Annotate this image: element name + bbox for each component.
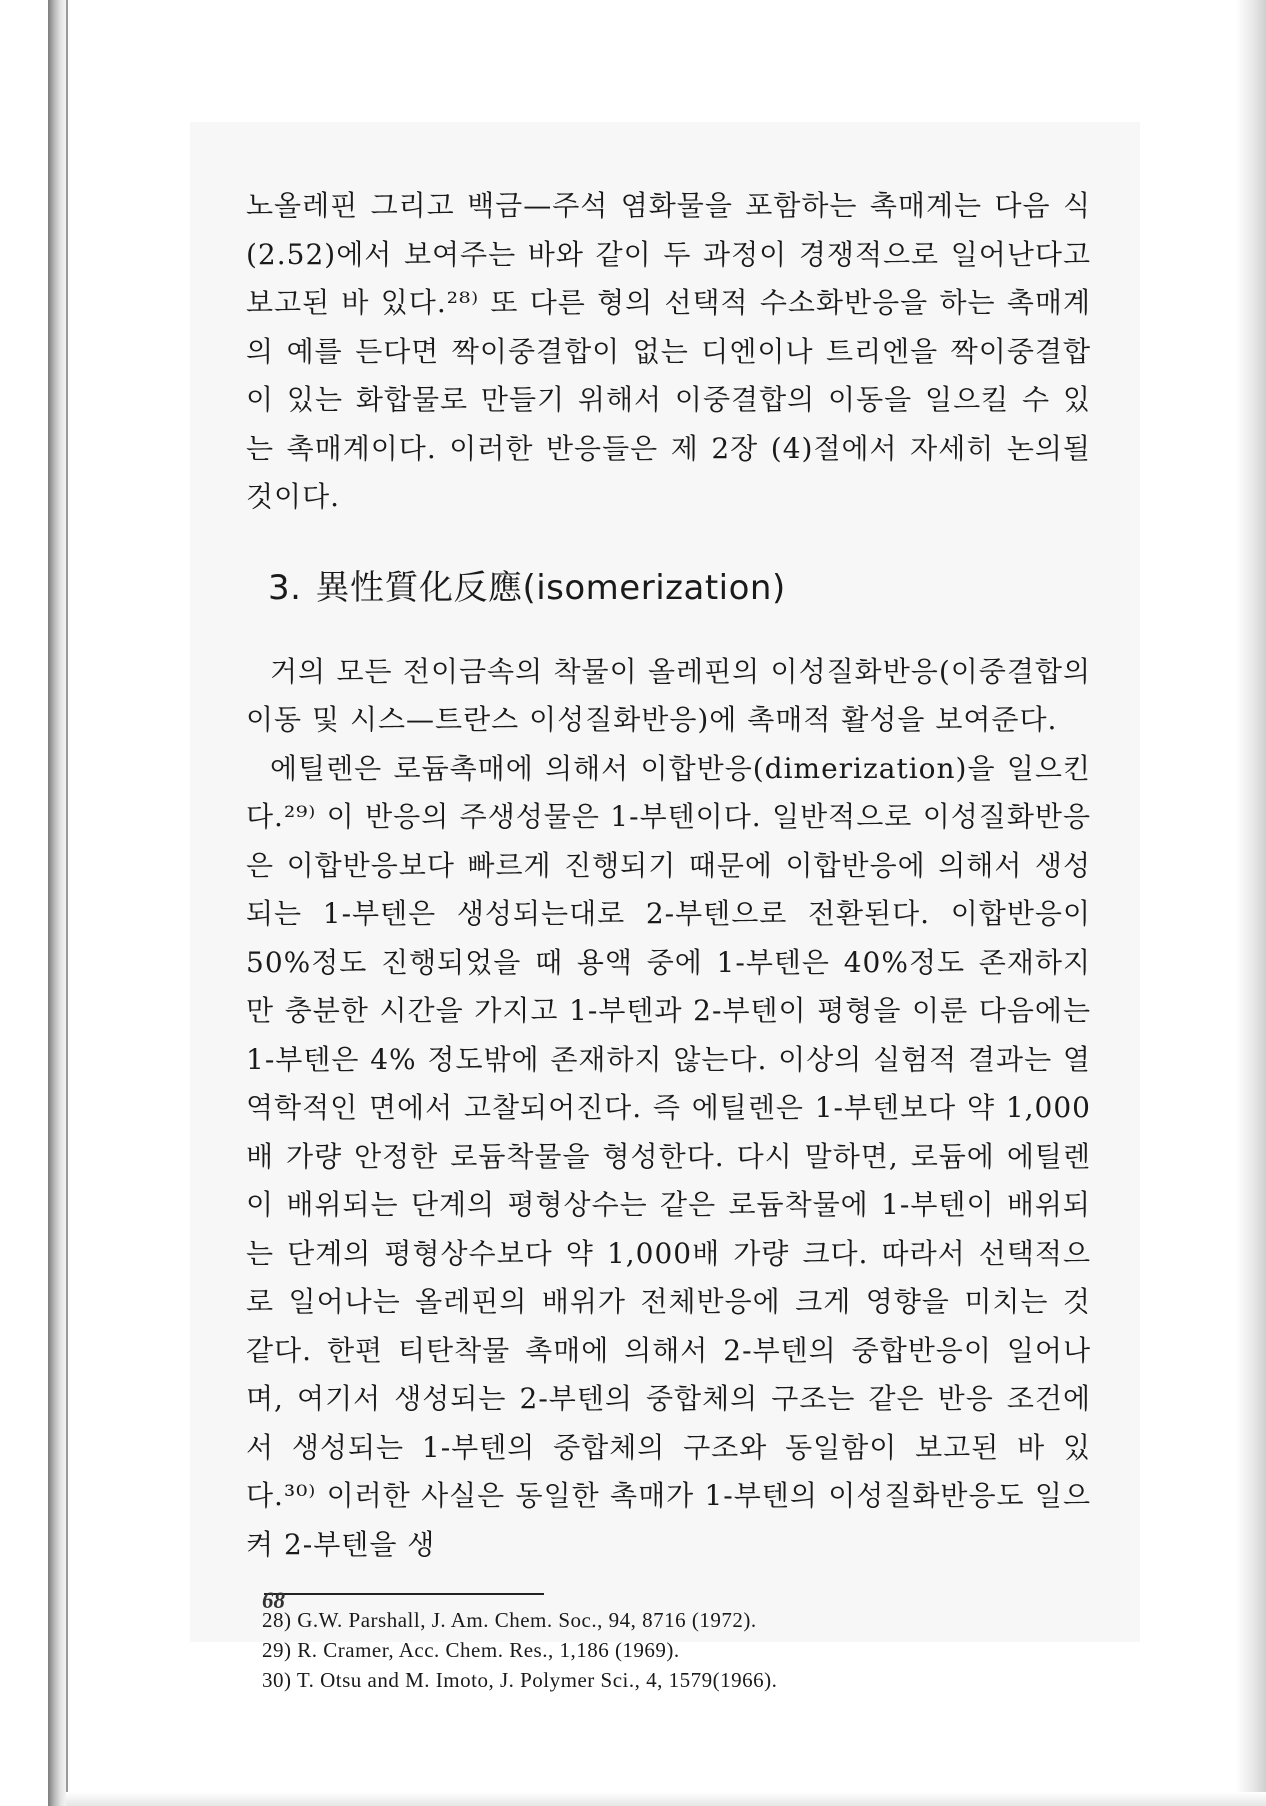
page-bottom-shadow bbox=[66, 1792, 1266, 1806]
paragraph-1: 노올레핀 그리고 백금—주석 염화물을 포함하는 촉매계는 다음 식 (2.52)에서 보여주는 바와 같이 두 과정이 경쟁적으로 일어난다고 보고된 바 있다.²⁸⁾ 또 다른 형의 선택적 수소화반응을 하는 촉매계의 예를 든다면 짝이중결합이 없는 디엔이나 트리엔을 짝이중결합이 있는 화합물로 만들기 위해서 이중결합의 이동을 일으킬 수 있는 촉매계이다. 이러한 반응들은 제 2장 (4)절에서 자세히 논의될 것이다. bbox=[246, 189, 1091, 513]
page-border-line bbox=[66, 0, 68, 1806]
page-right-shadow bbox=[1236, 0, 1266, 1806]
section-number: 3. bbox=[268, 567, 302, 608]
section-title: 異性質化反應(isomerization) bbox=[315, 567, 786, 608]
footnote-30: 30) T. Otsu and M. Imoto, J. Polymer Sci., 4, 1579(1966). bbox=[262, 1668, 778, 1692]
footnote-29: 29) R. Cramer, Acc. Chem. Res., 1,186 (1969). bbox=[262, 1638, 680, 1662]
footnotes bbox=[262, 1605, 1091, 1695]
page-content bbox=[246, 182, 1091, 1695]
paragraph-2: 거의 모든 전이금속의 착물이 올레핀의 이성질화반응(이중결합의 이동 및 시스—트란스 이성질화반응)에 촉매적 활성을 보여준다. bbox=[246, 654, 1091, 736]
section-heading bbox=[268, 568, 1091, 608]
paragraph-3: 에틸렌은 로듐촉매에 의해서 이합반응(dimerization)을 일으킨다.²⁹⁾ 이 반응의 주생성물은 1-부텐이다. 일반적으로 이성질화반응은 이합반응보다 빠르게 진행되기 때문에 이합반응에 의해서 생성되는 1-부텐은 생성되는대로 2-부텐으로 전환된다. 이합반응이 50%정도 진행되었을 때 용액 중에 1-부텐은 40%정도 존재하지만 충분한 시간을 가지고 1-부텐과 2-부텐이 평형을 이룬 다음에는 1-부텐은 4% 정도밖에 존재하지 않는다. 이상의 실험적 결과는 열역학적인 면에서 고찰되어진다. 즉 에틸렌은 1-부텐보다 약 1,000배 가량 안정한 로듐착물을 형성한다. 다시 말하면, 로듐에 에틸렌이 배위되는 단계의 평형상수는 같은 로듐착물에 1-부텐이 배위되는 단계의 평형상수보다 약 1,000배 가량 크다. 따라서 선택적으로 일어나는 올레핀의 배위가 전체반응에 크게 영향을 미치는 것 같다. 한편 티탄착물 촉매에 의해서 2-부텐의 중합반응이 일어나며, 여기서 생성되는 2-부텐의 중합체의 구조는 같은 반응 조건에서 생성되는 1-부텐의 중합체의 구조와 동일함이 보고된 바 있다.³⁰⁾ 이러한 사실은 동일한 촉매가 1-부텐의 이성질화반응도 일으켜 2-부텐을 생 bbox=[246, 751, 1091, 1561]
page-number: 68 bbox=[262, 1588, 285, 1613]
footnote-28: 28) G.W. Parshall, J. Am. Chem. Soc., 94, 8716 (1972). bbox=[262, 1608, 757, 1632]
footnote-separator bbox=[264, 1593, 544, 1595]
book-spine-edge bbox=[48, 0, 66, 1806]
